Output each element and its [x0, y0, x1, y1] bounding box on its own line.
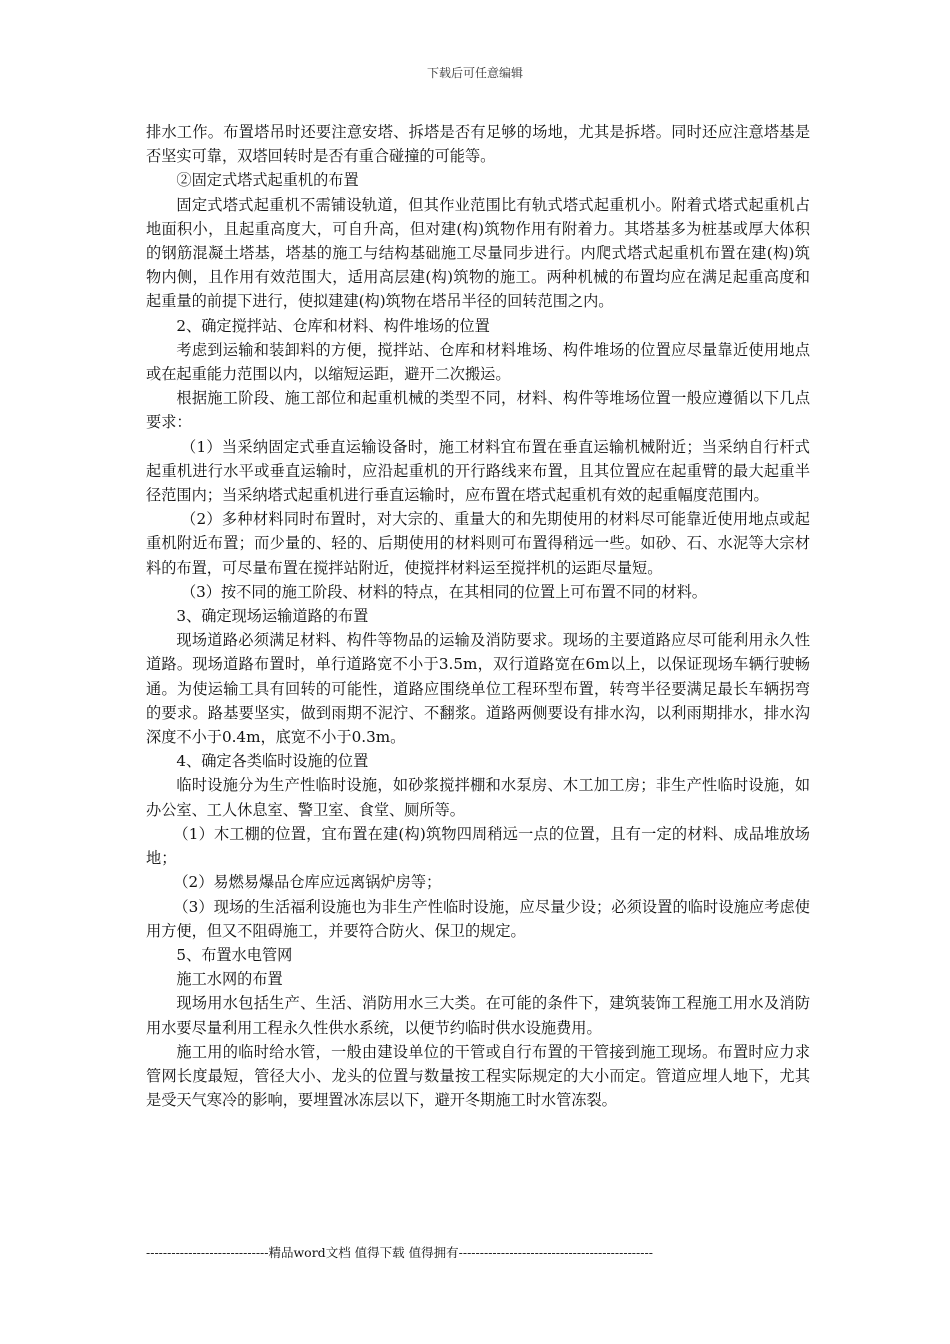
- paragraph: 临时设施分为生产性临时设施，如砂浆搅拌棚和水泵房、木工加工房；非生产性临时设施，如办公室、工人休息室、警卫室、食堂、厕所等。: [146, 776, 810, 819]
- paragraph: 考虑到运输和装卸料的方便，搅拌站、仓库和材料堆场、构件堆场的位置应尽量靠近使用地点或在起重能力范围以内，以缩短运距，避开二次搬运。: [146, 340, 810, 384]
- list-item: （2）易燃易爆品仓库应远离锅炉房等；: [173, 873, 442, 892]
- paragraph: 施工用的临时给水管，一般由建设单位的干管或自行布置的干管接到施工现场。布置时应力求管网长度最短，管径大小、龙头的位置与数量按工程实际规定的大小而定。管道应埋人地下，尤其是受天气寒冷的影响，要埋置冰冻层以下，避开冬期施工时水管冻裂。: [146, 1042, 810, 1110]
- document-body: [146, 120, 810, 1112]
- list-item: （1）当采纳固定式垂直运输设备时，施工材料宜布置在垂直运输机械附近；当采纳自行杆式起重机进行水平或垂直运输时，应沿起重机的开行路线来布置，且其位置应在起重臂的最大起重半径范围内；当采纳塔式起重机进行垂直运输时，应布置在塔式起重机有效的起重幅度范围内。: [146, 437, 810, 505]
- section-heading: ②固定式塔式起重机的布置: [176, 171, 359, 190]
- list-item: （2）多种材料同时布置时，对大宗的、重量大的和先期使用的材料尽可能靠近使用地点或起重机附近布置；而少量的、轻的、后期使用的材料则可布置得稍远一些。如砂、石、水泥等大宗材料的布置，可尽量布置在搅拌站附近，使搅拌材料运至搅拌机的运距尽量短。: [146, 510, 810, 577]
- paragraph: 固定式塔式起重机不需铺设轨道，但其作业范围比有轨式塔式起重机小。附着式塔式起重机占地面积小，且起重高度大，可自升高，但对建(构)筑物作用有附着力。其塔基多为桩基或厚大体积的钢筋混凝土塔基，塔基的施工与结构基础施工尽量同步进行。内爬式塔式起重机布置在建(构)筑物内侧，且作用有效范围大，适用高层建(构)筑物的施工。两种机械的布置均应在满足起重高度和起重量的前提下进行，使拟建建(构)筑物在塔吊半径的回转范围之内。: [146, 195, 810, 311]
- subsection-heading: 施工水网的布置: [176, 970, 283, 989]
- paragraph: 现场道路必须满足材料、构件等物品的运输及消防要求。现场的主要道路应尽可能利用永久性道路。现场道路布置时，单行道路宽不小于3.5m，双行道路宽在6m以上，以保证现场车辆行驶畅通。为使运输工具有回转的可能性，道路应围绕单位工程环型布置，转弯半径要满足最长车辆拐弯的要求。路基要坚实，做到雨期不泥泞、不翻浆。道路两侧要设有排水沟，以利雨期排水，排水沟深度不小于0.4m，底宽不小于0.3m。: [146, 631, 810, 747]
- section-heading: 5、布置水电管网: [176, 945, 293, 964]
- page-footer: -----------------------------精品word文档 值得下载 值得拥有----------------------------------------------: [146, 1245, 653, 1260]
- paragraph: 现场用水包括生产、生活、消防用水三大类。在可能的条件下，建筑装饰工程施工用水及消防用水要尽量利用工程永久性供水系统，以便节约临时供水设施费用。: [146, 994, 810, 1037]
- list-item: （3）按不同的施工阶段、材料的特点，在其相同的位置上可布置不同的材料。: [180, 582, 707, 601]
- section-heading: 3、确定现场运输道路的布置: [176, 607, 369, 626]
- list-item: （3）现场的生活福利设施也为非生产性临时设施，应尽量少设；必须设置的临时设施应考虑使用方便，但又不阻碍施工，并要符合防火、保卫的规定。: [146, 897, 810, 940]
- list-item: （1）木工棚的位置，宜布置在建(构)筑物四周稍远一点的位置，且有一定的材料、成品堆放场地；: [146, 824, 810, 868]
- paragraph: 排水工作。布置塔吊时还要注意安塔、拆塔是否有足够的场地，尤其是拆塔。同时还应注意塔基是否坚实可靠，双塔回转时是否有重合碰撞的可能等。: [146, 123, 810, 166]
- paragraph: 根据施工阶段、施工部位和起重机械的类型不同，材料、构件等堆场位置一般应遵循以下几点要求：: [146, 389, 810, 432]
- section-heading: 2、确定搅拌站、仓库和材料、构件堆场的位置: [176, 316, 490, 335]
- page-header: 下载后可任意编辑: [426, 66, 523, 80]
- section-heading: 4、确定各类临时设施的位置: [176, 752, 369, 771]
